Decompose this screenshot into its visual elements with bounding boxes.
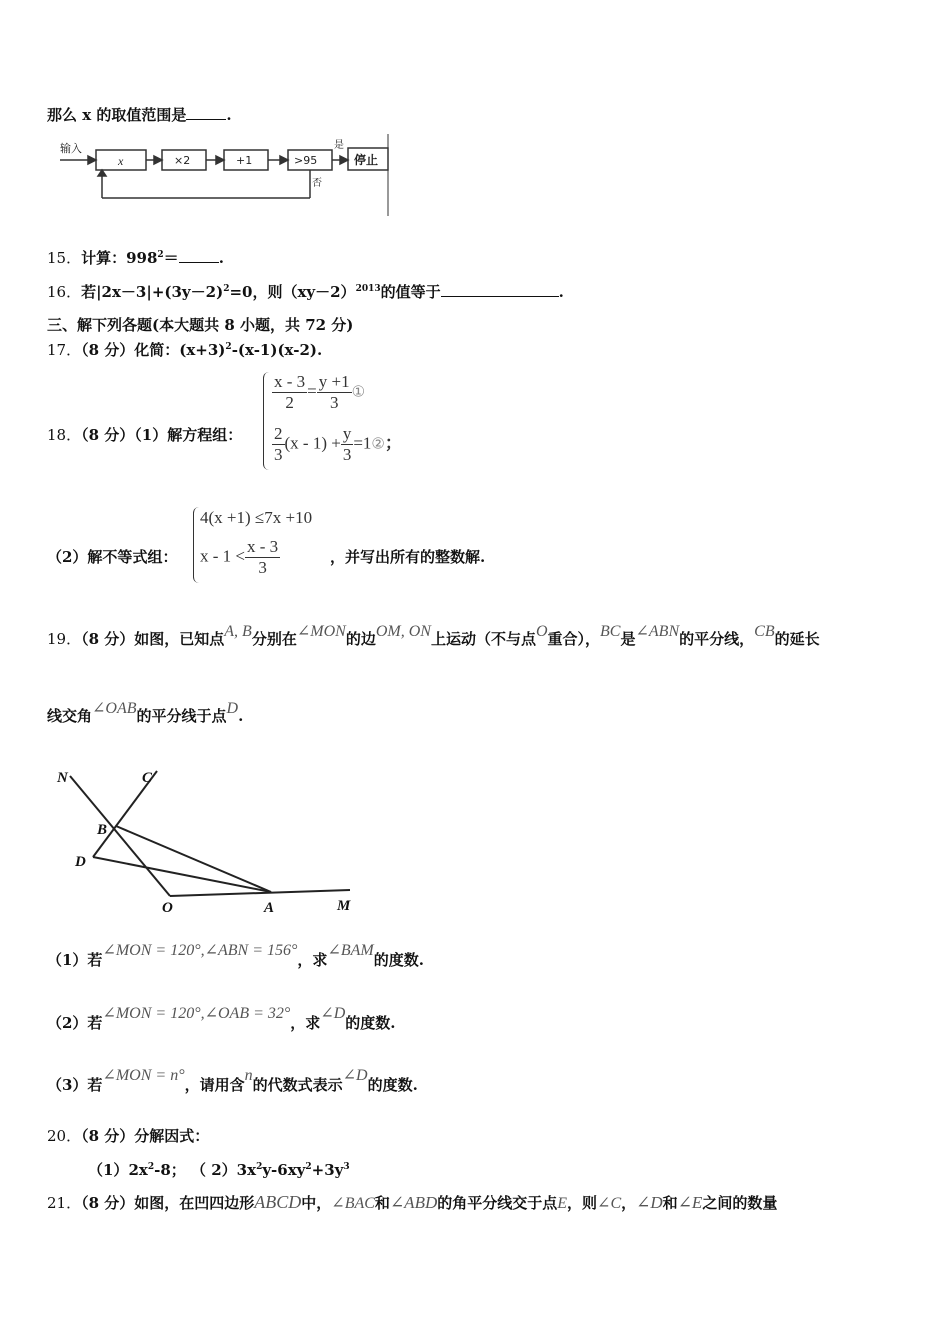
question-20: 20．（8 分）分解因式： xyxy=(47,1127,210,1145)
answer-blank xyxy=(186,107,226,120)
equation-2: $\frac{2}{3}$ (x - 1) + $\frac{y}{3}$ =1②； xyxy=(274,424,402,464)
flow-box-x: x xyxy=(118,154,124,168)
question-17: 17．（8 分）化简：$(x+3)^2-(x-1)(x-2)$. xyxy=(47,341,323,359)
flow-yes-label: 是 xyxy=(334,140,344,151)
question-15: 15．计算：$998^2=$ . xyxy=(47,249,224,267)
flow-box-compare: >95 xyxy=(294,154,318,167)
flowchart xyxy=(40,130,400,222)
answer-blank xyxy=(441,284,559,297)
inequality-2: x - 1 < $\frac{x - 3}{3}$ xyxy=(200,537,279,577)
point-label-O: O xyxy=(162,900,173,916)
flow-stop-label: 停止 xyxy=(354,153,379,167)
q14-tail: 那么 x 的取值范围是 . xyxy=(47,106,232,124)
question-19-sub1: （1）若∠MON = 120°,∠ABN = 156°，求∠BAM的度数. xyxy=(47,942,424,969)
question-18-part2-label: （2）解不等式组： xyxy=(47,548,178,566)
point-label-D: D xyxy=(75,854,86,870)
question-18-part2-tail: ，并写出所有的整数解. xyxy=(330,548,486,566)
answer-blank xyxy=(179,250,219,263)
flow-box-plus1: +1 xyxy=(236,154,253,167)
point-label-C: C xyxy=(142,770,153,786)
inequality-1: 4(x +1) ≤7x +10 xyxy=(200,508,313,527)
point-label-B: B xyxy=(97,822,108,838)
point-label-M: M xyxy=(337,898,351,914)
equation-1: $\frac{x - 3}{2}$ = $\frac{y +1}{3}$ ① xyxy=(274,372,366,412)
geometry-figure xyxy=(45,760,375,920)
question-19-sub3: （3）若∠MON = n°，请用含n的代数式表示∠D的度数. xyxy=(47,1067,418,1094)
system-brace-1 xyxy=(263,372,272,470)
flow-no-label: 否 xyxy=(312,178,322,189)
point-label-N: N xyxy=(57,770,68,786)
question-19-line2: 线交角∠OAB的平分线于点D. xyxy=(47,700,244,725)
point-label-A: A xyxy=(264,900,275,916)
flow-box-times2: ×2 xyxy=(174,154,191,167)
question-21: 21．（8 分）如图，在凹四边形ABCD中，∠BAC和∠ABD的角平分线交于点E，则∠C，∠D和∠E之间的数量 xyxy=(47,1192,778,1212)
question-16: 16．若$|2x-3|+(3y-2)^2=0$，则$(xy-2)^{2013}$的值等于 . xyxy=(47,283,564,301)
section-3-title: 三、解下列各题(本大题共 8 小题，共 72 分) xyxy=(47,316,354,334)
question-20-parts: $(1)2x^2-8$； （ $2)3x^2y-6xy^2+3y^3$ xyxy=(88,1161,350,1179)
question-18-label: 18．（8 分）（1）解方程组： xyxy=(47,426,243,444)
question-19-sub2: （2）若∠MON = 120°,∠OAB = 32°，求∠D的度数. xyxy=(47,1005,396,1032)
question-19-line1: 19．（8 分）如图，已知点A, B分别在∠MON的边OM, ON上运动（不与点O重合），BC是∠ABN的平分线，CB的延长 xyxy=(47,623,820,648)
flow-input-label: 输入 xyxy=(60,142,82,155)
